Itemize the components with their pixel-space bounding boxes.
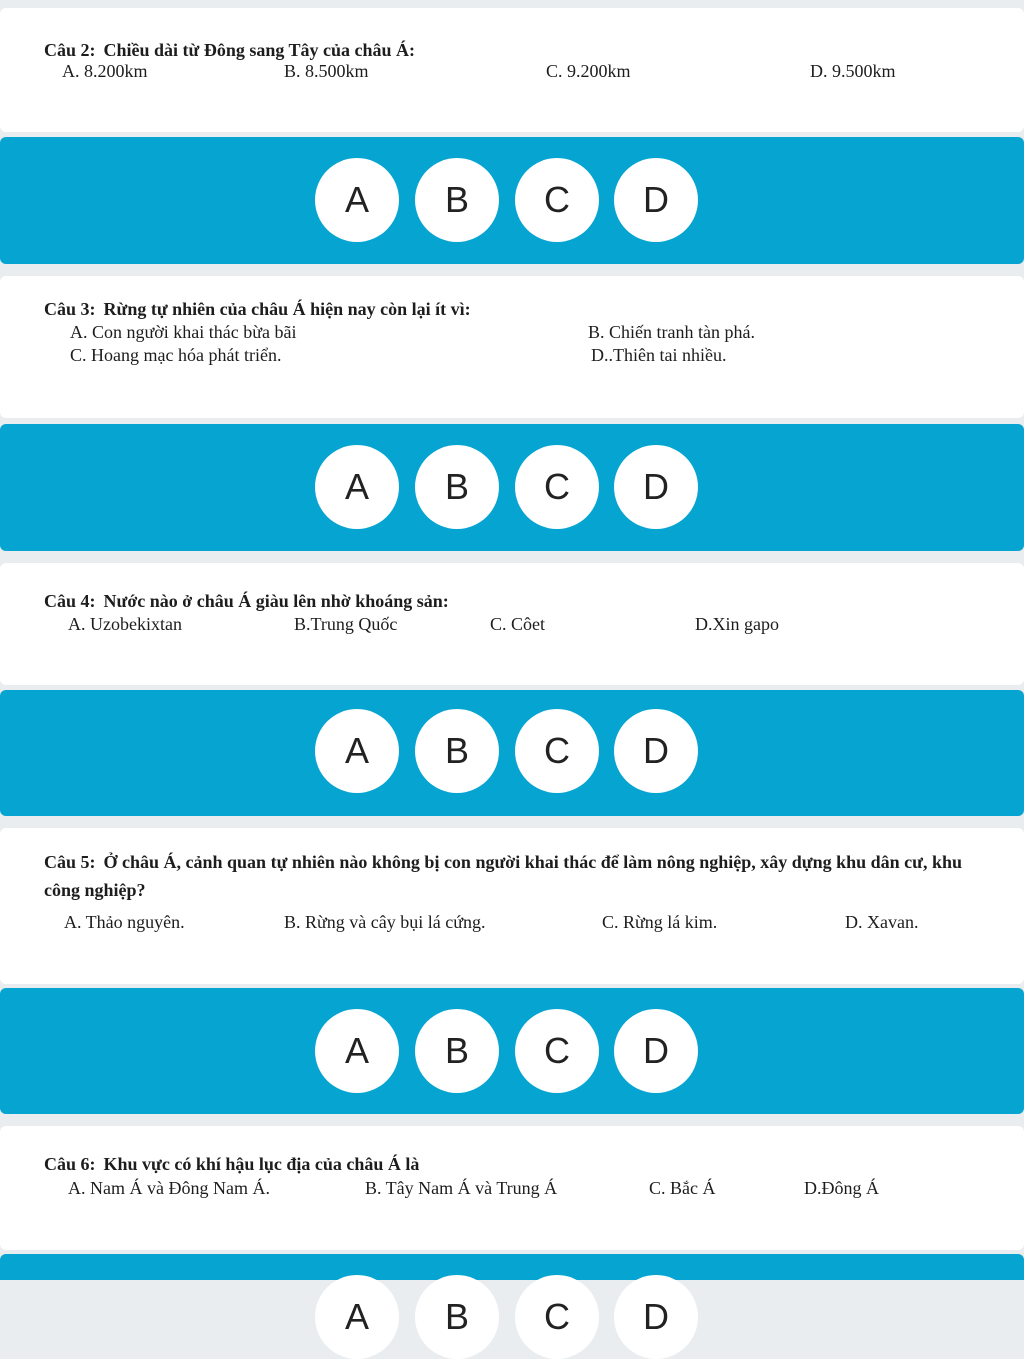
- answer-a-button[interactable]: A: [315, 445, 399, 529]
- option-b: B.Trung Quốc: [294, 614, 398, 634]
- option-d: D.Đông Á: [804, 1178, 879, 1198]
- question-number: Câu 6:: [44, 1154, 96, 1174]
- option-c: C. Rừng lá kim.: [602, 912, 718, 932]
- answer-d-button[interactable]: D: [614, 1009, 698, 1093]
- option-b: B. Rừng và cây bụi lá cứng.: [284, 912, 486, 932]
- answer-b-button[interactable]: B: [415, 445, 499, 529]
- option-d: D..Thiên tai nhiều.: [591, 345, 727, 365]
- question-card-6: [0, 1126, 1024, 1250]
- answer-band-3: [0, 424, 1024, 551]
- question-number: Câu 5:: [44, 852, 96, 872]
- option-b: B. 8.500km: [284, 61, 369, 81]
- option-c: C. 9.200km: [546, 61, 631, 81]
- answer-a-button[interactable]: A: [315, 1009, 399, 1093]
- question-title: [44, 591, 449, 612]
- answer-band-6: [0, 1254, 1024, 1337]
- answer-a-button[interactable]: A: [315, 1275, 399, 1359]
- option-a: A. Uzobekixtan: [68, 614, 182, 634]
- answer-d-button[interactable]: D: [614, 445, 698, 529]
- answer-c-button[interactable]: C: [515, 709, 599, 793]
- answer-d-button[interactable]: D: [614, 1275, 698, 1359]
- option-d: D. Xavan.: [845, 912, 919, 932]
- question-text: Chiều dài từ Đông sang Tây của châu Á:: [103, 40, 416, 60]
- option-a: A. Thảo nguyên.: [64, 912, 185, 932]
- question-text: Nước nào ở châu Á giàu lên nhờ khoáng sản:: [103, 591, 449, 611]
- option-d: D.Xin gapo: [695, 614, 779, 634]
- answer-c-button[interactable]: C: [515, 1009, 599, 1093]
- answer-c-button[interactable]: C: [515, 445, 599, 529]
- option-b: B. Chiến tranh tàn phá.: [588, 322, 755, 342]
- answer-b-button[interactable]: B: [415, 709, 499, 793]
- question-title: [44, 299, 471, 320]
- answer-band-4: [0, 690, 1024, 816]
- question-number: Câu 3:: [44, 299, 96, 319]
- question-card-2: [0, 8, 1024, 132]
- question-number: Câu 2:: [44, 40, 96, 60]
- answer-b-button[interactable]: B: [415, 158, 499, 242]
- question-card-3: [0, 276, 1024, 418]
- answer-b-button[interactable]: B: [415, 1009, 499, 1093]
- question-text: Rừng tự nhiên của châu Á hiện nay còn lại ít vì:: [103, 299, 471, 319]
- option-c: C. Côet: [490, 614, 546, 634]
- option-a: A. Nam Á và Đông Nam Á.: [68, 1178, 270, 1198]
- answer-c-button[interactable]: C: [515, 158, 599, 242]
- answer-d-button[interactable]: D: [614, 709, 698, 793]
- question-title: [44, 848, 974, 904]
- answer-c-button[interactable]: C: [515, 1275, 599, 1359]
- answer-a-button[interactable]: A: [315, 709, 399, 793]
- question-card-4: [0, 563, 1024, 685]
- option-a: A. 8.200km: [62, 61, 148, 81]
- question-card-5: [0, 828, 1024, 984]
- question-text: Khu vực có khí hậu lục địa của châu Á là: [103, 1154, 420, 1174]
- question-text: Ở châu Á, cảnh quan tự nhiên nào không bị con người khai thác để làm nông nghiệp, xây dựng khu dân cư, khu công nghiệp?: [44, 852, 962, 900]
- option-c: C. Bắc Á: [649, 1178, 716, 1198]
- question-title: [44, 1154, 419, 1175]
- answer-band-2: [0, 137, 1024, 264]
- question-title: [44, 40, 415, 61]
- option-a: A. Con người khai thác bừa bãi: [70, 322, 297, 342]
- question-number: Câu 4:: [44, 591, 96, 611]
- answer-d-button[interactable]: D: [614, 158, 698, 242]
- answer-a-button[interactable]: A: [315, 158, 399, 242]
- answer-b-button[interactable]: B: [415, 1275, 499, 1359]
- option-c: C. Hoang mạc hóa phát triển.: [70, 345, 282, 365]
- option-b: B. Tây Nam Á và Trung Á: [365, 1178, 558, 1198]
- answer-band-5: [0, 988, 1024, 1114]
- option-d: D. 9.500km: [810, 61, 896, 81]
